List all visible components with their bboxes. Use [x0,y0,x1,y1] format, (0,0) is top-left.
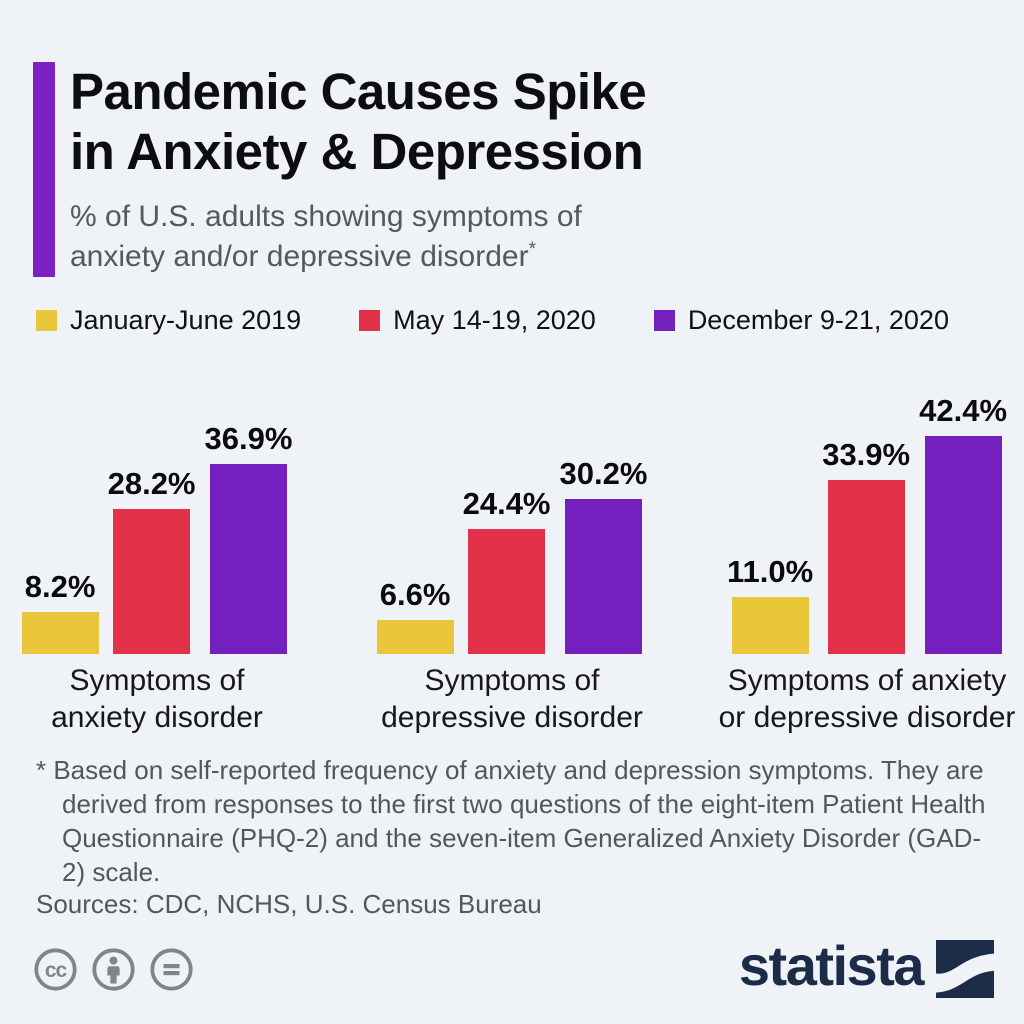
legend-swatch [359,310,380,331]
sources-line: Sources: CDC, NCHS, U.S. Census Bureau [36,889,542,919]
bar-value-label: 28.2% [107,466,196,501]
legend-swatch [36,310,57,331]
header [33,62,991,277]
attribution-person-icon [91,947,136,992]
legend-item [654,305,949,336]
bar-value-label: 24.4% [462,486,551,521]
bar-group [379,398,648,736]
footnote: * Based on self-reported frequency of anxiety and depression symptoms. They are derived from responses to the first two questions of the eight-item Patient Health Questionnaire (PHQ-2) and the seven-item Generalized Anxiety Disorder (GAD-2) scale. [36,755,986,888]
page-title-line1: Pandemic Causes Spike [70,63,647,120]
statista-wordmark: statista [738,934,923,997]
bar-value-label: 42.4% [919,393,1008,428]
statista-logo-mark [936,940,994,998]
bar [377,620,454,654]
creative-commons-license [33,947,194,992]
bar [468,529,545,654]
bar-column [822,437,910,654]
page-title-line2: in Anxiety & Depression [70,122,644,180]
legend-label: December 9-21, 2020 [687,305,949,335]
legend [36,305,949,336]
bar-column [463,486,551,654]
bar [828,480,905,654]
bar-column [377,577,454,654]
page-subtitle: % of U.S. adults showing symptoms of anxiety and/or depressive disorder* [70,200,582,274]
bar [22,612,99,654]
bar-column [22,569,99,654]
legend-item [36,305,301,336]
footnote-asterisk: * [528,239,536,261]
creative-commons-icon [33,947,78,992]
svg-text:cc: cc [44,958,67,982]
no-derivatives-equals-icon [149,947,194,992]
bar-group [718,393,1016,736]
bar-chart [24,393,1016,736]
bar-column [727,554,813,654]
bar-value-label: 8.2% [24,569,96,604]
bar-value-label: 11.0% [727,554,814,589]
bar-value-label: 36.9% [204,421,293,456]
group-category-label: Symptoms of anxiety or depressive disorder [718,664,1016,734]
legend-swatch [654,310,675,331]
accent-bar [33,62,55,277]
bar [210,464,287,654]
bar-group [24,398,293,736]
legend-label: January-June 2019 [70,305,302,335]
bar [732,597,809,654]
bar-value-label: 30.2% [559,456,648,491]
group-category-label: Symptoms of anxiety disorder [51,664,263,734]
bar-column [205,421,293,654]
legend-label: May 14-19, 2020 [393,305,596,335]
bar-value-label: 33.9% [822,437,911,472]
group-category-label: Symptoms of depressive disorder [381,664,643,734]
footer [33,934,994,1000]
legend-item [359,305,596,336]
page-title [70,62,991,181]
bar-column [919,393,1007,654]
bar-column [560,456,648,654]
bar [113,509,190,654]
statista-logo [738,934,994,1000]
bar [925,436,1002,654]
bar [565,499,642,654]
bar-value-label: 6.6% [379,577,451,612]
bar-column [108,466,196,654]
